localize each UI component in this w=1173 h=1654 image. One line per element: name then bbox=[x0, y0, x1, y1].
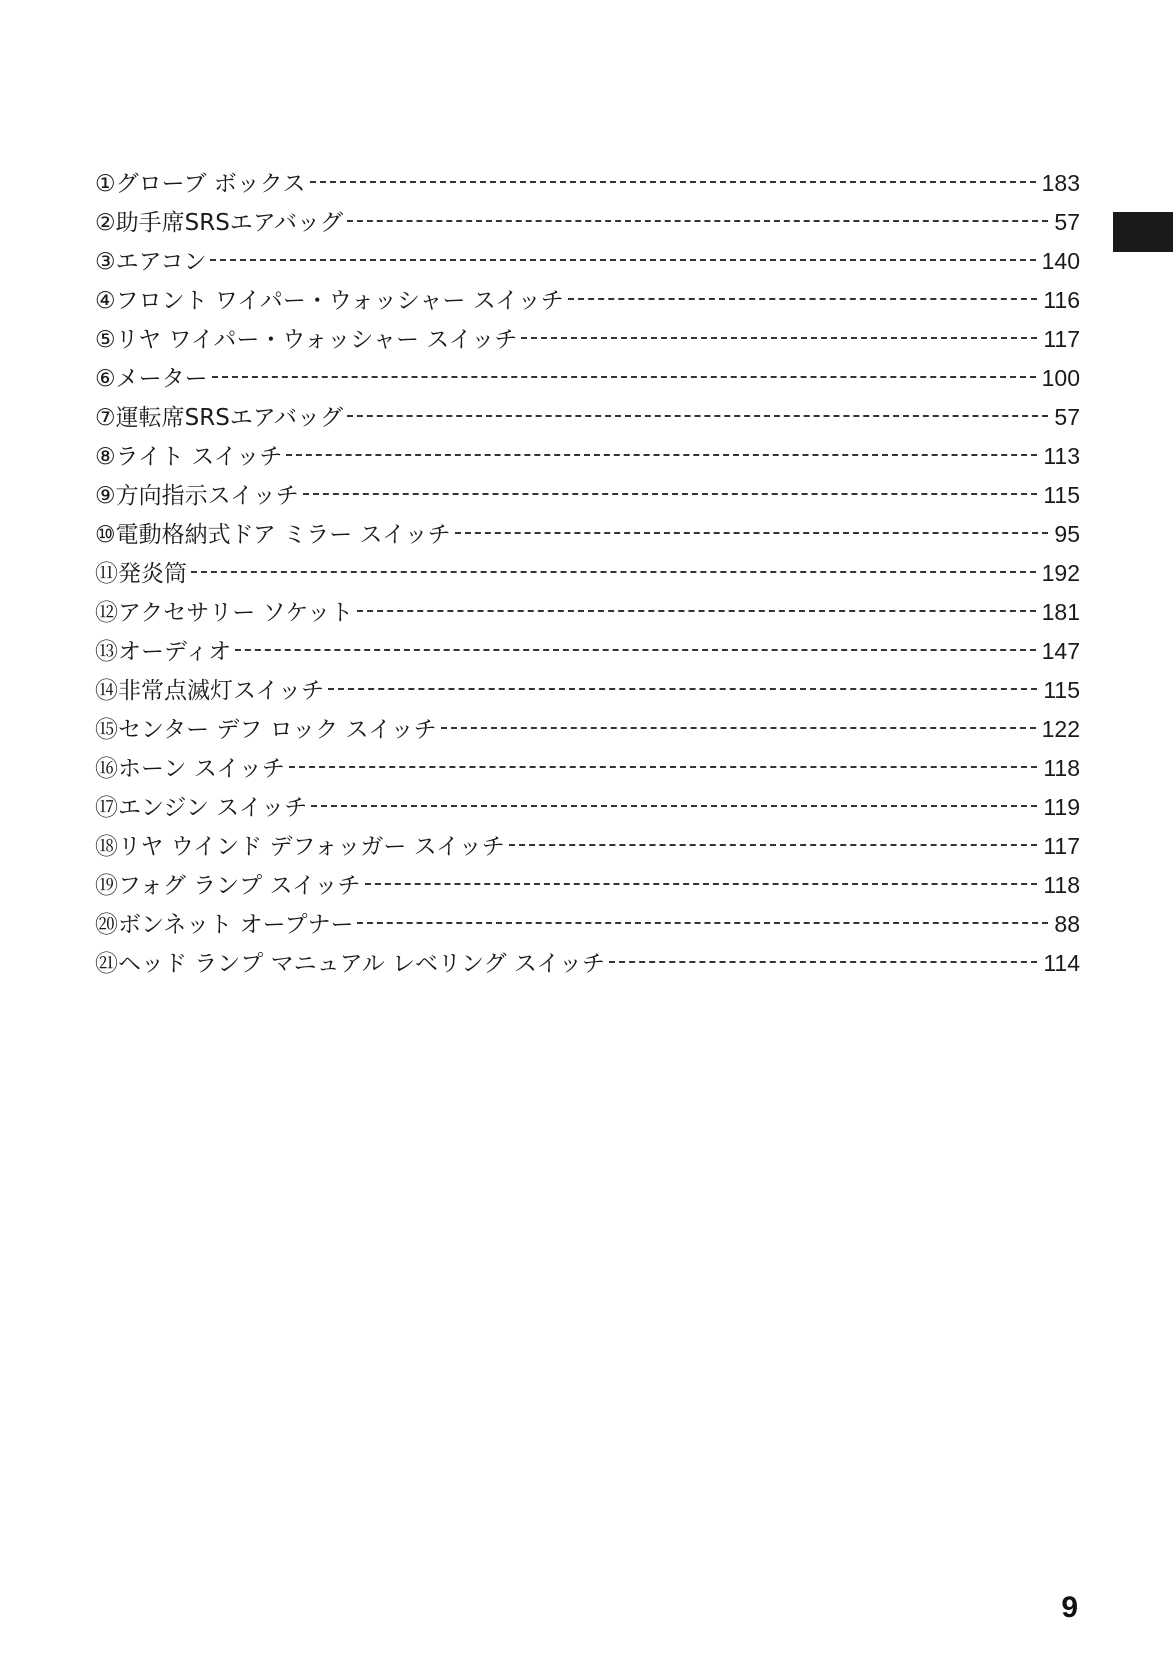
toc-entry-page: 122 bbox=[1041, 716, 1080, 742]
toc-entry-audio[interactable] bbox=[95, 632, 1080, 671]
toc-leader-dots bbox=[303, 493, 1038, 495]
toc-entry-label: ⑤リヤ ワイパー・ウォッシャー スイッチ bbox=[95, 327, 518, 353]
toc-entry-passenger-airbag[interactable] bbox=[95, 203, 1080, 242]
toc-entry-hazard-switch[interactable] bbox=[95, 671, 1080, 710]
toc-leader-dots bbox=[235, 649, 1035, 651]
toc-leader-dots bbox=[286, 454, 1037, 456]
toc-entry-meter[interactable] bbox=[95, 359, 1080, 398]
toc-entry-page: 115 bbox=[1043, 482, 1080, 508]
toc-leader-dots bbox=[212, 376, 1036, 378]
toc-entry-page: 115 bbox=[1043, 677, 1080, 703]
toc-entry-page: 192 bbox=[1041, 560, 1080, 586]
toc-entry-page: 147 bbox=[1041, 638, 1080, 664]
toc-entry-page: 57 bbox=[1054, 209, 1080, 235]
toc-leader-dots bbox=[441, 727, 1036, 729]
toc-entry-turn-signal-switch[interactable] bbox=[95, 476, 1080, 515]
toc-entry-label: ⑱リヤ ウインド デフォッガー スイッチ bbox=[95, 834, 505, 860]
toc-leader-dots bbox=[365, 883, 1038, 885]
toc-leader-dots bbox=[328, 688, 1037, 690]
toc-entry-power-mirror-switch[interactable] bbox=[95, 515, 1080, 554]
toc-entry-label: ⑯ホーン スイッチ bbox=[95, 756, 285, 782]
toc-entry-page: 117 bbox=[1043, 326, 1080, 352]
toc-entry-page: 100 bbox=[1041, 365, 1080, 391]
toc-entry-page: 181 bbox=[1041, 599, 1080, 625]
toc-entry-label: ②助手席SRSエアバッグ bbox=[95, 210, 343, 236]
toc-leader-dots bbox=[357, 610, 1035, 612]
toc-entry-label: ⑫アクセサリー ソケット bbox=[95, 600, 354, 626]
table-of-contents bbox=[95, 164, 1080, 983]
toc-leader-dots bbox=[210, 259, 1035, 261]
toc-leader-dots bbox=[509, 844, 1038, 846]
toc-entry-label: ⑰エンジン スイッチ bbox=[95, 795, 308, 821]
toc-entry-driver-airbag[interactable] bbox=[95, 398, 1080, 437]
toc-leader-dots bbox=[357, 922, 1048, 924]
toc-entry-page: 117 bbox=[1043, 833, 1080, 859]
toc-entry-page: 118 bbox=[1043, 872, 1080, 898]
toc-leader-dots bbox=[568, 298, 1038, 300]
toc-leader-dots bbox=[347, 415, 1048, 417]
toc-leader-dots bbox=[311, 805, 1037, 807]
toc-entry-flare[interactable] bbox=[95, 554, 1080, 593]
toc-entry-air-conditioner[interactable] bbox=[95, 242, 1080, 281]
page-number: 9 bbox=[1061, 1591, 1078, 1624]
toc-entry-page: 114 bbox=[1043, 950, 1080, 976]
toc-entry-rear-wiper-switch[interactable] bbox=[95, 320, 1080, 359]
toc-leader-dots bbox=[310, 181, 1036, 183]
toc-entry-label: ㉑ヘッド ランプ マニュアル レベリング スイッチ bbox=[95, 951, 605, 977]
toc-leader-dots bbox=[289, 766, 1037, 768]
toc-entry-page: 116 bbox=[1043, 287, 1080, 313]
toc-entry-horn-switch[interactable] bbox=[95, 749, 1080, 788]
toc-entry-label: ④フロント ワイパー・ウォッシャー スイッチ bbox=[95, 288, 564, 314]
toc-entry-label: ⑲フォグ ランプ スイッチ bbox=[95, 873, 361, 899]
toc-entry-label: ⑩電動格納式ドア ミラー スイッチ bbox=[95, 522, 451, 548]
toc-leader-dots bbox=[347, 220, 1048, 222]
toc-entry-rear-defogger-switch[interactable] bbox=[95, 827, 1080, 866]
toc-entry-label: ⑥メーター bbox=[95, 366, 208, 392]
toc-entry-center-diff-lock-switch[interactable] bbox=[95, 710, 1080, 749]
toc-entry-page: 183 bbox=[1041, 170, 1080, 196]
toc-entry-label: ⑨方向指示スイッチ bbox=[95, 483, 299, 509]
toc-entry-label: ⑬オーディオ bbox=[95, 639, 232, 665]
toc-entry-page: 140 bbox=[1041, 248, 1080, 274]
toc-entry-label: ③エアコン bbox=[95, 249, 207, 275]
toc-entry-glove-box[interactable] bbox=[95, 164, 1080, 203]
toc-entry-label: ①グローブ ボックス bbox=[95, 171, 306, 197]
section-thumb-tab bbox=[1113, 212, 1173, 252]
toc-leader-dots bbox=[521, 337, 1037, 339]
toc-entry-bonnet-opener[interactable] bbox=[95, 905, 1080, 944]
toc-entry-page: 95 bbox=[1054, 521, 1080, 547]
toc-entry-page: 88 bbox=[1054, 911, 1080, 937]
toc-entry-light-switch[interactable] bbox=[95, 437, 1080, 476]
toc-entry-page: 113 bbox=[1043, 443, 1080, 469]
toc-entry-page: 57 bbox=[1054, 404, 1080, 430]
toc-entry-page: 119 bbox=[1043, 794, 1080, 820]
toc-entry-label: ⑧ライト スイッチ bbox=[95, 444, 283, 470]
toc-entry-accessory-socket[interactable] bbox=[95, 593, 1080, 632]
toc-entry-page: 118 bbox=[1043, 755, 1080, 781]
toc-entry-engine-switch[interactable] bbox=[95, 788, 1080, 827]
toc-leader-dots bbox=[609, 961, 1037, 963]
toc-entry-label: ⑦運転席SRSエアバッグ bbox=[95, 405, 343, 431]
toc-leader-dots bbox=[455, 532, 1049, 534]
toc-entry-label: ⑳ボンネット オープナー bbox=[95, 912, 354, 938]
toc-entry-label: ⑭非常点滅灯スイッチ bbox=[95, 678, 325, 704]
toc-entry-label: ⑪発炎筒 bbox=[95, 561, 187, 587]
toc-entry-front-wiper-switch[interactable] bbox=[95, 281, 1080, 320]
toc-leader-dots bbox=[191, 571, 1036, 573]
toc-entry-label: ⑮センター デフ ロック スイッチ bbox=[95, 717, 437, 743]
toc-entry-headlamp-leveling-switch[interactable] bbox=[95, 944, 1080, 983]
toc-entry-fog-lamp-switch[interactable] bbox=[95, 866, 1080, 905]
